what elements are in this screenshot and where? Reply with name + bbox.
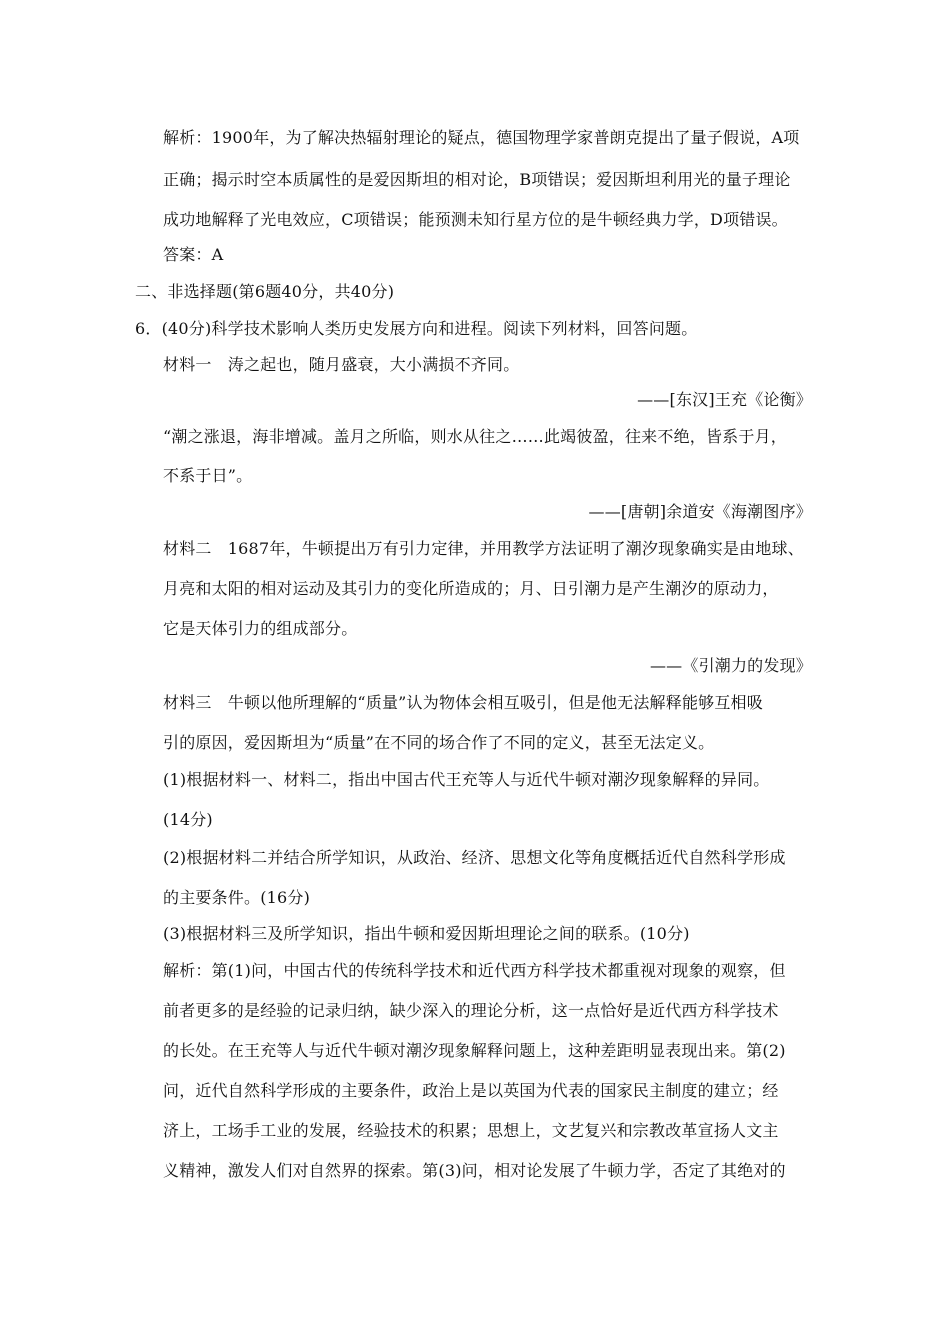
material-2-source: ——《引潮力的发现》 bbox=[649, 656, 812, 675]
subquestion-1-line-1: (1)根据材料一、材料二，指出中国古代王充等人与近代牛顿对潮汐现象解释的异同。 bbox=[163, 770, 770, 789]
material-1-source-1: ——[东汉]王充《论衡》 bbox=[637, 390, 812, 409]
material-1-source-2: ——[唐朝]余道安《海潮图序》 bbox=[588, 502, 812, 521]
material-2-line-3: 它是天体引力的组成部分。 bbox=[163, 619, 358, 638]
answer-q5: 答案：A bbox=[163, 245, 224, 264]
analysis-q6-line-2: 前者更多的是经验的记录归纳，缺少深入的理论分析，这一点恰好是近代西方科学技术 bbox=[163, 1001, 779, 1020]
analysis-q6-line-6: 义精神，激发人们对自然界的探索。第(3)问，相对论发展了牛顿力学，否定了其绝对的 bbox=[163, 1161, 786, 1180]
subquestion-3-line-1: (3)根据材料三及所学知识，指出牛顿和爱因斯坦理论之间的联系。(10分) bbox=[163, 924, 690, 943]
analysis-q5-line-2: 正确；揭示时空本质属性的是爱因斯坦的相对论，B项错误；爱因斯坦利用光的量子理论 bbox=[163, 170, 791, 189]
material-2-line-1: 材料二 1687年，牛顿提出万有引力定律，并用教学方法证明了潮汐现象确实是由地球、 bbox=[163, 539, 804, 558]
material-1-quote-line-2: 不系于日”。 bbox=[163, 466, 253, 485]
material-2-line-2: 月亮和太阳的相对运动及其引力的变化所造成的；月、日引潮力是产生潮汐的原动力， bbox=[163, 579, 779, 598]
analysis-q6-line-3: 的长处。在王充等人与近代牛顿对潮汐现象解释问题上，这种差距明显表现出来。第(2) bbox=[163, 1041, 786, 1060]
analysis-q5-line-1: 解析：1900年，为了解决热辐射理论的疑点，德国物理学家普朗克提出了量子假说，A项 bbox=[163, 128, 800, 147]
subquestion-1-line-2: (14分) bbox=[163, 810, 213, 829]
analysis-q6-line-4: 问，近代自然科学形成的主要条件，政治上是以英国为代表的国家民主制度的建立；经 bbox=[163, 1081, 779, 1100]
analysis-q5-line-3: 成功地解释了光电效应，C项错误；能预测未知行星方位的是牛顿经典力学，D项错误。 bbox=[163, 210, 788, 229]
material-3-line-1: 材料三 牛顿以他所理解的“质量”认为物体会相互吸引，但是他无法解释能够互相吸 bbox=[163, 693, 763, 712]
material-3-line-2: 引的原因，爱因斯坦为“质量”在不同的场合作了不同的定义，甚至无法定义。 bbox=[163, 733, 715, 752]
question-6-stem: 6．(40分)科学技术影响人类历史发展方向和进程。阅读下列材料，回答问题。 bbox=[135, 319, 698, 338]
subquestion-2-line-1: (2)根据材料二并结合所学知识，从政治、经济、思想文化等角度概括近代自然科学形成 bbox=[163, 848, 786, 867]
material-1-text: 材料一 涛之起也，随月盛衰，大小满损不齐同。 bbox=[163, 355, 520, 374]
subquestion-2-line-2: 的主要条件。(16分) bbox=[163, 888, 311, 907]
analysis-q6-line-5: 济上，工场手工业的发展，经验技术的积累；思想上，文艺复兴和宗教改革宣扬人文主 bbox=[163, 1121, 779, 1140]
analysis-q6-line-1: 解析：第(1)问，中国古代的传统科学技术和近代西方科学技术都重视对现象的观察，但 bbox=[163, 961, 786, 980]
material-1-quote-line-1: “潮之涨退，海非增减。盖月之所临，则水从往之……此竭彼盈，往来不绝，皆系于月， bbox=[163, 427, 787, 446]
section-heading-nonchoice: 二、非选择题(第6题40分，共40分) bbox=[135, 282, 395, 301]
